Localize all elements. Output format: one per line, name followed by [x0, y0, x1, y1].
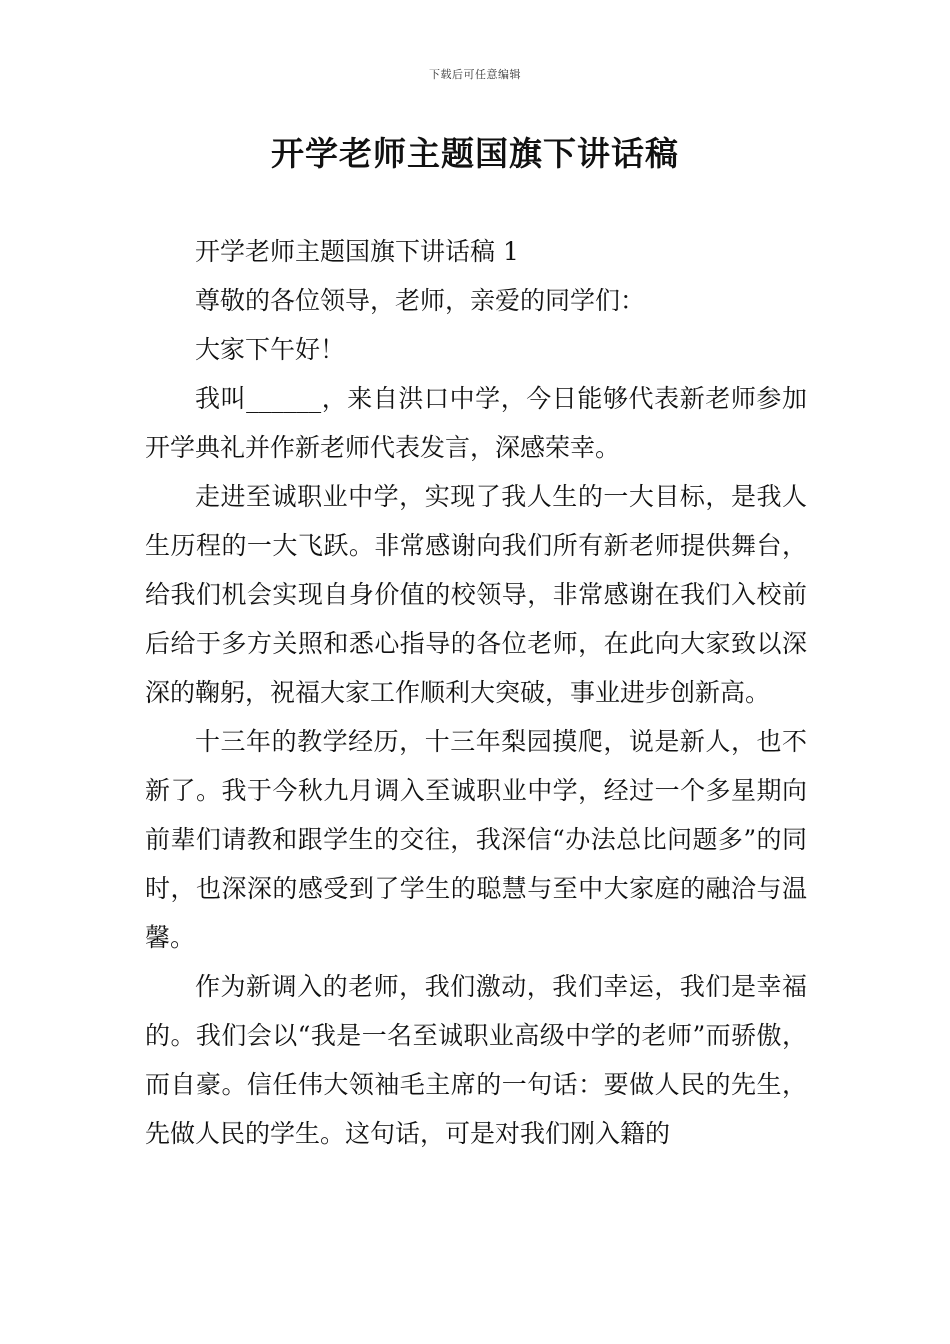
body-paragraph: 我叫______，来自洪口中学，今日能够代表新老师参加开学典礼并作新老师代表发言，深感荣幸。 [145, 384, 807, 462]
body-paragraph: 作为新调入的老师，我们激动，我们幸运，我们是幸福的。我们会以“我是一名至诚职业高级中学的老师”而骄傲，而自豪。信任伟大领袖毛主席的一句话：要做人民的先生，先做人民的学生。这句话，可是对我们刚入籍的 [145, 972, 807, 1148]
document-title: 开学老师主题国旗下讲话稿 [271, 134, 679, 173]
greeting-paragraph: 大家下午好！ [195, 335, 346, 364]
salutation-paragraph: 尊敬的各位领导，老师，亲爱的同学们： [195, 286, 646, 315]
body-paragraph: 十三年的教学经历，十三年梨园摸爬，说是新人，也不新了。我于今秋九月调入至诚职业中学，经过一个多星期向前辈们请教和跟学生的交往，我深信“办法总比问题多”的同时，也深深的感受到了学生的聪慧与至中大家庭的融洽与温馨。 [145, 727, 807, 952]
header-note: 下载后可任意编辑 [429, 68, 521, 81]
document-body [145, 227, 807, 1158]
subtitle-paragraph: 开学老师主题国旗下讲话稿 1 [195, 237, 519, 266]
body-paragraph: 走进至诚职业中学，实现了我人生的一大目标，是我人生历程的一大飞跃。非常感谢向我们所有新老师提供舞台，给我们机会实现自身价值的校领导，非常感谢在我们入校前后给于多方关照和悉心指导的各位老师，在此向大家致以深深的鞠躬，祝福大家工作顺利大突破，事业进步创新高。 [145, 482, 807, 707]
